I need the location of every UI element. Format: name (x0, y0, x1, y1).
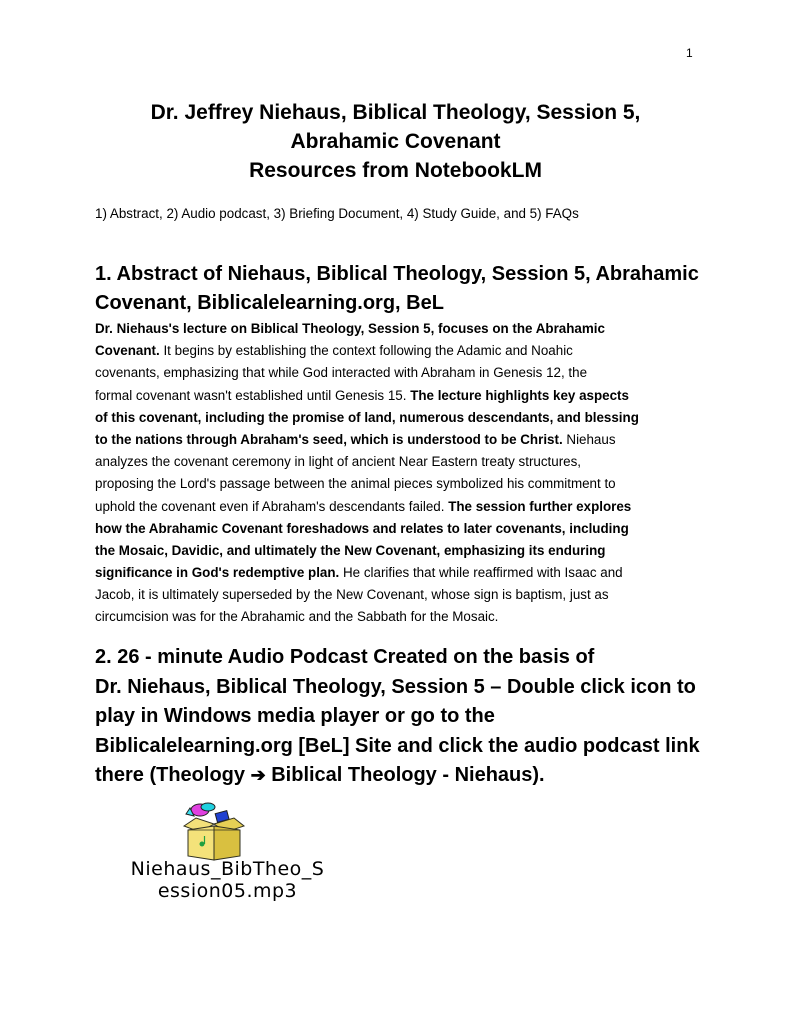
section2-heading-line-5-end: Biblical Theology - Niehaus). (265, 764, 545, 787)
abstract-bold-text: significance in God's redemptive plan. (95, 565, 340, 581)
abstract-line (95, 318, 705, 340)
abstract-line (95, 451, 705, 473)
abstract-line (95, 429, 705, 451)
section2-heading-line-4: Biblicalelearning.org [BeL] Site and click the audio podcast link (95, 734, 700, 757)
abstract-text: covenants, emphasizing that while God interacted with Abraham in Genesis 12, the (95, 365, 588, 381)
abstract-text: Niehaus (562, 431, 616, 447)
page-number: 1 (686, 46, 693, 60)
abstract-bold-text: Covenant. (95, 343, 160, 359)
abstract-line (95, 385, 705, 407)
abstract-line (95, 407, 705, 429)
abstract-paragraph (95, 318, 705, 629)
section2-heading-line-5-start: there (Theology (95, 764, 251, 787)
section2-heading-line-1: 2. 26 - minute Audio Podcast Created on the basis of (95, 646, 595, 668)
abstract-line (95, 584, 705, 606)
title-line-3: Resources from NotebookLM (249, 159, 542, 182)
abstract-text: He clarifies that while reaffirmed with Isaac and (339, 565, 623, 581)
abstract-bold-text: how the Abrahamic Covenant foreshadows and relates to later covenants, including (95, 520, 629, 536)
abstract-text: formal covenant wasn't established until Genesis 15. (95, 387, 411, 403)
section1-heading-line-2: Covenant, Biblicalelearning.org, BeL (95, 292, 444, 314)
section1-heading-line-1: 1. Abstract of Niehaus, Biblical Theology, Session 5, Abrahamic (95, 263, 699, 285)
abstract-bold-text: the Mosaic, Davidic, and ultimately the New Covenant, emphasizing its enduring (95, 542, 606, 558)
abstract-line (95, 362, 705, 384)
abstract-text: uphold the covenant even if Abraham's descendants failed. (95, 498, 449, 514)
abstract-text: It begins by establishing the context following the Adamic and Noahic (159, 343, 573, 359)
title-line-2: Abrahamic Covenant (290, 130, 501, 153)
abstract-line (95, 518, 705, 540)
abstract-bold-text: of this covenant, including the promise of land, numerous descendants, and blessing (95, 409, 639, 425)
abstract-bold-text: to the nations through Abraham's seed, which is understood to be Christ. (95, 431, 563, 447)
title-line-1: Dr. Jeffrey Niehaus, Biblical Theology, Session 5, (150, 101, 641, 124)
section2-heading-line-2: Dr. Niehaus, Biblical Theology, Session 5 – Double click icon to (95, 675, 696, 698)
abstract-bold-text: The session further explores (448, 498, 632, 514)
abstract-line (95, 562, 705, 584)
section2-heading (95, 643, 715, 791)
section2-heading-line-5 (95, 761, 715, 791)
abstract-text: circumcision was for the Abrahamic and the Sabbath for the Mosaic. (95, 609, 499, 625)
arrow-right-icon: ➔ (250, 765, 266, 786)
abstract-text: analyzes the covenant ceremony in light of ancient Near Eastern treaty structures, (95, 454, 582, 470)
abstract-text: Jacob, it is ultimately superseded by the New Covenant, whose sign is baptism, just as (95, 587, 609, 603)
abstract-line (95, 540, 705, 562)
document-title (60, 98, 731, 185)
abstract-bold-text: Dr. Niehaus's lecture on Biblical Theology, Session 5, focuses on the Abrahamic (95, 321, 605, 336)
abstract-bold-text: The lecture highlights key aspects (410, 387, 629, 403)
resources-list: 1) Abstract, 2) Audio podcast, 3) Briefing Document, 4) Study Guide, and 5) FAQs (95, 206, 579, 221)
audio-file-name-line-1: Niehaus_BibTheo_S (130, 858, 325, 880)
abstract-line (95, 340, 705, 362)
abstract-line (95, 473, 705, 495)
section1-heading (95, 260, 715, 318)
abstract-line (95, 496, 705, 518)
abstract-line (95, 606, 705, 628)
section2-heading-line-3: play in Windows media player or go to the (95, 705, 495, 728)
audio-file-name[interactable] (90, 858, 365, 902)
audio-file-name-line-2: ession05.mp3 (157, 880, 298, 902)
abstract-text: proposing the Lord's passage between the animal pieces symbolized his commitment to (95, 476, 616, 492)
package-box-icon[interactable] (178, 800, 248, 862)
